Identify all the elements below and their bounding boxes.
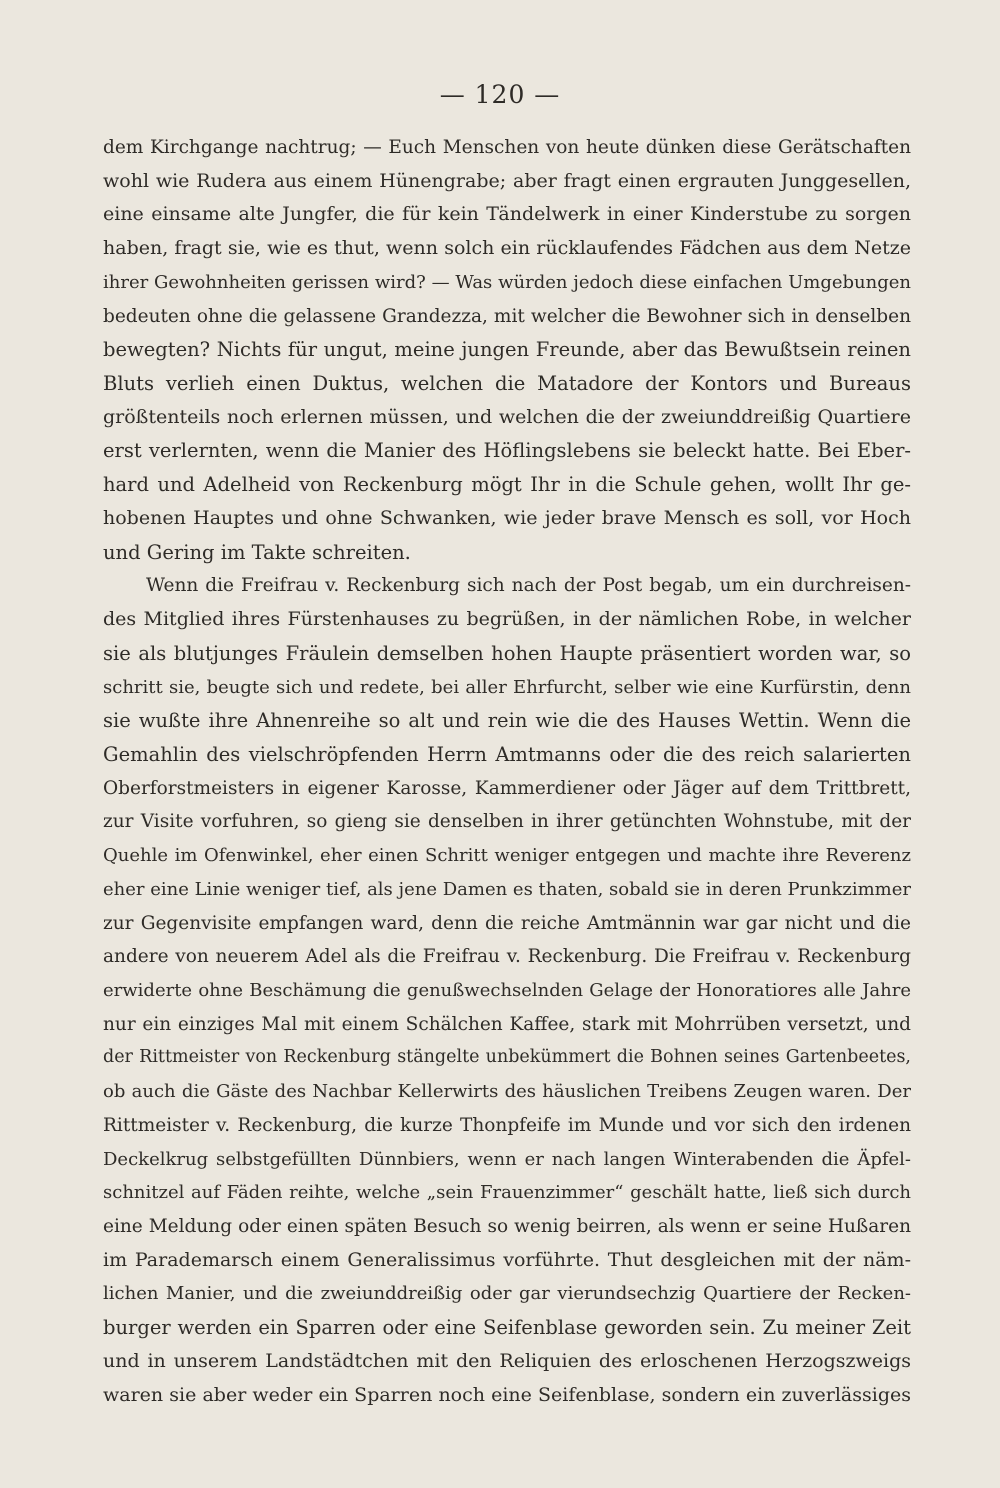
text-line: Deckelkrug selbstgefüllten Dünnbiers, wenn er nach langen Winterabenden die Äpfel- — [103, 1148, 911, 1170]
text-line: waren sie aber weder ein Sparren noch eine Seifenblase, sondern ein zuverlässiges — [103, 1383, 911, 1406]
text-line: nur ein einziges Mal mit einem Schälchen Kaffee, stark mit Mohrrüben versetzt, und — [103, 1013, 911, 1035]
text-line: hard und Adelheid von Reckenburg mögt Ihr in die Schule gehen, wollt Ihr ge- — [103, 473, 911, 497]
text-line: eher eine Linie weniger tief, als jene Damen es thaten, sobald sie in deren Prunkzimmer — [103, 878, 911, 900]
paragraph-end-line: und Gering im Takte schreiten. — [103, 540, 411, 564]
text-line: haben, fragt sie, wie es thut, wenn solch ein rücklaufendes Fädchen aus dem Netze — [103, 237, 911, 260]
text-line: größtenteils noch erlernen müssen, und welchen die der zweiunddreißig Quartiere — [103, 405, 911, 428]
text-line: der Rittmeister von Reckenburg stängelte unbekümmert die Bohnen seines Gartenbeetes, — [103, 1047, 911, 1068]
text-line: erwiderte ohne Beschämung die genußwechselnden Gelage der Honoratiores alle Jahre — [103, 979, 911, 1001]
text-line: ihrer Gewohnheiten gerissen wird? — Was würden jedoch diese einfachen Umgebungen — [103, 271, 911, 293]
text-line: zur Gegenvisite empfangen ward, denn die reiche Amtmännin war gar nicht und die — [103, 912, 911, 934]
text-line: schnitzel auf Fäden reihte, welche „sein Frauenzimmer“ geschält hatte, ließ sich durch — [103, 1182, 911, 1204]
text-line: Rittmeister v. Reckenburg, die kurze Thonpfeife im Munde und vor sich den irdenen — [103, 1114, 911, 1136]
text-line: bewegten? Nichts für ungut, meine jungen Freunde, aber das Bewußtsein reinen — [103, 338, 911, 362]
text-line: burger werden ein Sparren oder eine Seifenblase geworden sein. Zu meiner Zeit — [103, 1316, 911, 1340]
text-line: Gemahlin des vielschröpfenden Herrn Amtmanns oder die des reich salarierten — [103, 742, 911, 766]
text-line: und in unserem Landstädtchen mit den Reliquien des erloschenen Herzogszweigs — [103, 1349, 911, 1372]
text-line: Quehle im Ofenwinkel, eher einen Schritt weniger entgegen und machte ihre Reverenz — [103, 845, 911, 867]
text-line: eine einsame alte Jungfer, die für kein Tändelwerk in einer Kinderstube zu sorgen — [103, 203, 911, 226]
page-number: — 120 — — [439, 80, 561, 109]
text-line: zur Visite vorfuhren, so gieng sie denselben in ihrer getünchten Wohnstube, mit der — [103, 811, 911, 833]
text-line: des Mitglied ihres Fürstenhauses zu begrüßen, in der nämlichen Robe, in welcher — [103, 608, 911, 631]
text-line: wohl wie Rudera aus einem Hünengrabe; aber fragt einen ergrauten Junggesellen, — [103, 169, 911, 192]
text-line: dem Kirchgange nachtrug; — Euch Menschen von heute dünken diese Gerätschaften — [103, 137, 911, 158]
text-line: sie wußte ihre Ahnenreihe so alt und rein wie die des Hauses Wettin. Wenn die — [103, 709, 911, 733]
text-line: lichen Manier, und die zweiunddreißig oder gar vierundsechzig Quartiere der Recken- — [103, 1283, 911, 1305]
text-line: andere von neuerem Adel als die Freifrau v. Reckenburg. Die Freifrau v. Reckenburg — [103, 946, 911, 968]
text-line: Oberforstmeisters in eigener Karosse, Kammerdiener oder Jäger auf dem Trittbrett, — [103, 777, 911, 799]
text-line: im Parademarsch einem Generalissimus vorführte. Thut desgleichen mit der näm- — [103, 1248, 911, 1271]
text-line: bedeuten ohne die gelassene Grandezza, mit welcher die Bewohner sich in denselben — [103, 305, 911, 327]
text-line: erst verlernten, wenn die Manier des Höflingslebens sie beleckt hatte. Bei Eber- — [103, 439, 911, 463]
text-line: ob auch die Gäste des Nachbar Kellerwirts des häuslichen Treibens Zeugen waren. Der — [103, 1081, 911, 1103]
body-text — [103, 131, 911, 1412]
text-line: eine Meldung oder einen späten Besuch so wenig beirren, als wenn er seine Hußaren — [103, 1216, 911, 1237]
text-line: hobenen Hauptes und ohne Schwanken, wie jeder brave Mensch es soll, vor Hoch — [103, 506, 911, 529]
text-line: Bluts verlieh einen Duktus, welchen die Matadore der Kontors und Bureaus — [103, 372, 911, 396]
paragraph-start-line: Wenn die Freifrau v. Reckenburg sich nach der Post begab, um ein durchreisen- — [146, 575, 911, 597]
text-line: sie als blutjunges Fräulein demselben hohen Haupte präsentiert worden war, so — [103, 641, 911, 665]
text-line: schritt sie, beugte sich und redete, bei aller Ehrfurcht, selber wie eine Kurfürstin, denn — [103, 676, 911, 698]
